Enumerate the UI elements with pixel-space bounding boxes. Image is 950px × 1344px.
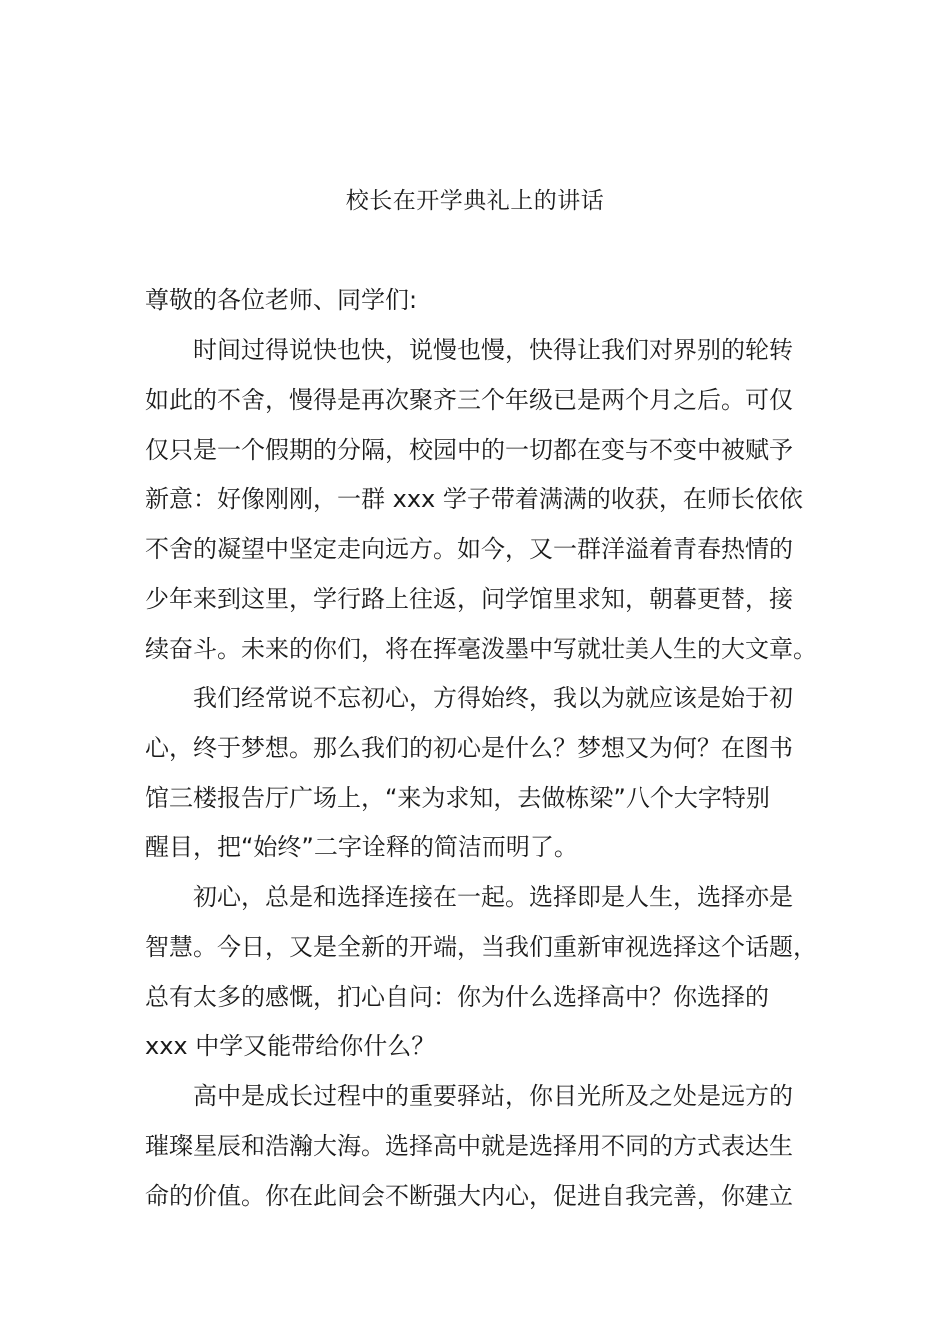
- paragraph-line: 命的价值。你在此间会不断强大内心，促进自我完善，你建立: [145, 1182, 793, 1210]
- paragraph-line: 馆三楼报告厅广场上，“来为求知，去做栋梁”八个大字特别: [145, 784, 770, 812]
- paragraph-line: 续奋斗。未来的你们，将在挥毫泼墨中写就壮美人生的大文章。: [145, 635, 817, 663]
- paragraph-line: 醒目，把“始终”二字诠释的简洁而明了。: [145, 833, 578, 861]
- paragraph-line: 时间过得说快也快，说慢也慢，快得让我们对界别的轮转: [193, 336, 793, 364]
- salutation: 尊敬的各位老师、同学们:: [145, 286, 418, 314]
- paragraph-line: 高中是成长过程中的重要驿站，你目光所及之处是远方的: [193, 1082, 793, 1110]
- paragraph-line: 仅只是一个假期的分隔，校园中的一切都在变与不变中被赋予: [145, 436, 793, 464]
- paragraph-line: 初心，总是和选择连接在一起。选择即是人生，选择亦是: [193, 883, 793, 911]
- document-title: 校长在开学典礼上的讲话: [345, 188, 605, 214]
- paragraph-line: 我们经常说不忘初心，方得始终，我以为就应该是始于初: [193, 684, 793, 712]
- paragraph-line: 总有太多的感慨，扪心自问：你为什么选择高中？你选择的: [145, 983, 769, 1011]
- paragraph-line: 璀璨星辰和浩瀚大海。选择高中就是选择用不同的方式表达生: [145, 1132, 793, 1160]
- paragraph-line: 不舍的凝望中坚定走向远方。如今，又一群洋溢着青春热情的: [145, 535, 793, 563]
- paragraph-line: 心，终于梦想。那么我们的初心是什么？梦想又为何？在图书: [145, 734, 793, 762]
- paragraph-line: 智慧。今日，又是全新的开端，当我们重新审视选择这个话题，: [145, 933, 817, 961]
- paragraph-line: 新意：好像刚刚，一群 xxx 学子带着满满的收获，在师长依依: [145, 485, 803, 513]
- paragraph-line: 少年来到这里，学行路上往返，问学馆里求知，朝暮更替，接: [145, 585, 793, 613]
- paragraph-line: xxx 中学又能带给你什么？: [145, 1032, 436, 1060]
- paragraph-line: 如此的不舍，慢得是再次聚齐三个年级已是两个月之后。可仅: [145, 386, 793, 414]
